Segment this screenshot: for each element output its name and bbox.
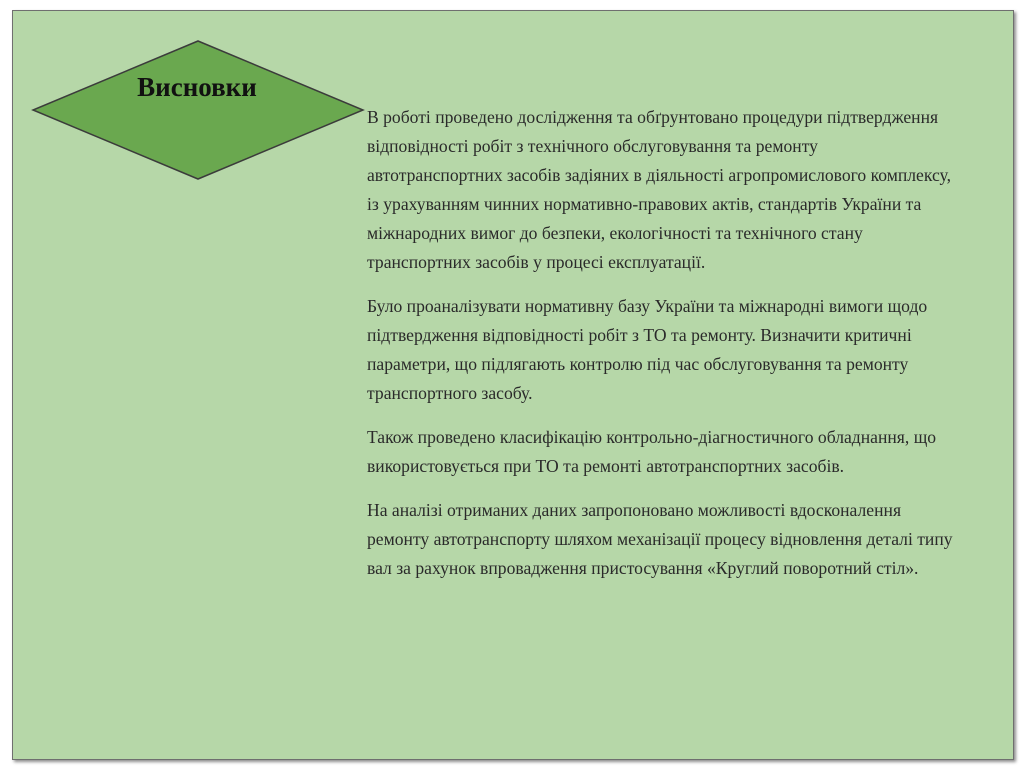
diamond-shape	[31, 39, 365, 181]
slide	[12, 10, 1014, 760]
diamond-polygon	[33, 41, 363, 179]
title-diamond	[31, 39, 365, 181]
conclusions-text	[367, 103, 957, 598]
paragraph-2: Було проаналізувати нормативну базу України та міжнародні вимоги щодо підтвердження відповідності робіт з ТО та ремонту. Визначити критичні параметри, що підлягають контролю під час обслуговування та ремонту транспортного засобу.	[367, 296, 928, 403]
slide-title: Висновки	[137, 72, 257, 102]
paragraph-4: На аналізі отриманих даних запропоновано можливості вдосконалення ремонту автотранспорту шляхом механізації процесу відновлення деталі типу вал за рахунок впровадження пристосування «Круглий поворотний стіл».	[367, 500, 953, 578]
paragraph-1: В роботі проведено дослідження та обґрунтовано процедури підтвердження відповідності робіт з технічного обслуговування та ремонту автотранспортних засобів задіяних в діяльності агропромислового комплексу, із урахуванням чинних нормативно-правових актів, стандартів України та міжнародних вимог до безпеки, екологічності та технічного стану транспортних засобів у процесі експлуатації.	[367, 107, 951, 272]
paragraph-3: Також проведено класифікацію контрольно-діагностичного обладнання, що використовується при ТО та ремонті автотранспортних засобів.	[367, 427, 937, 476]
